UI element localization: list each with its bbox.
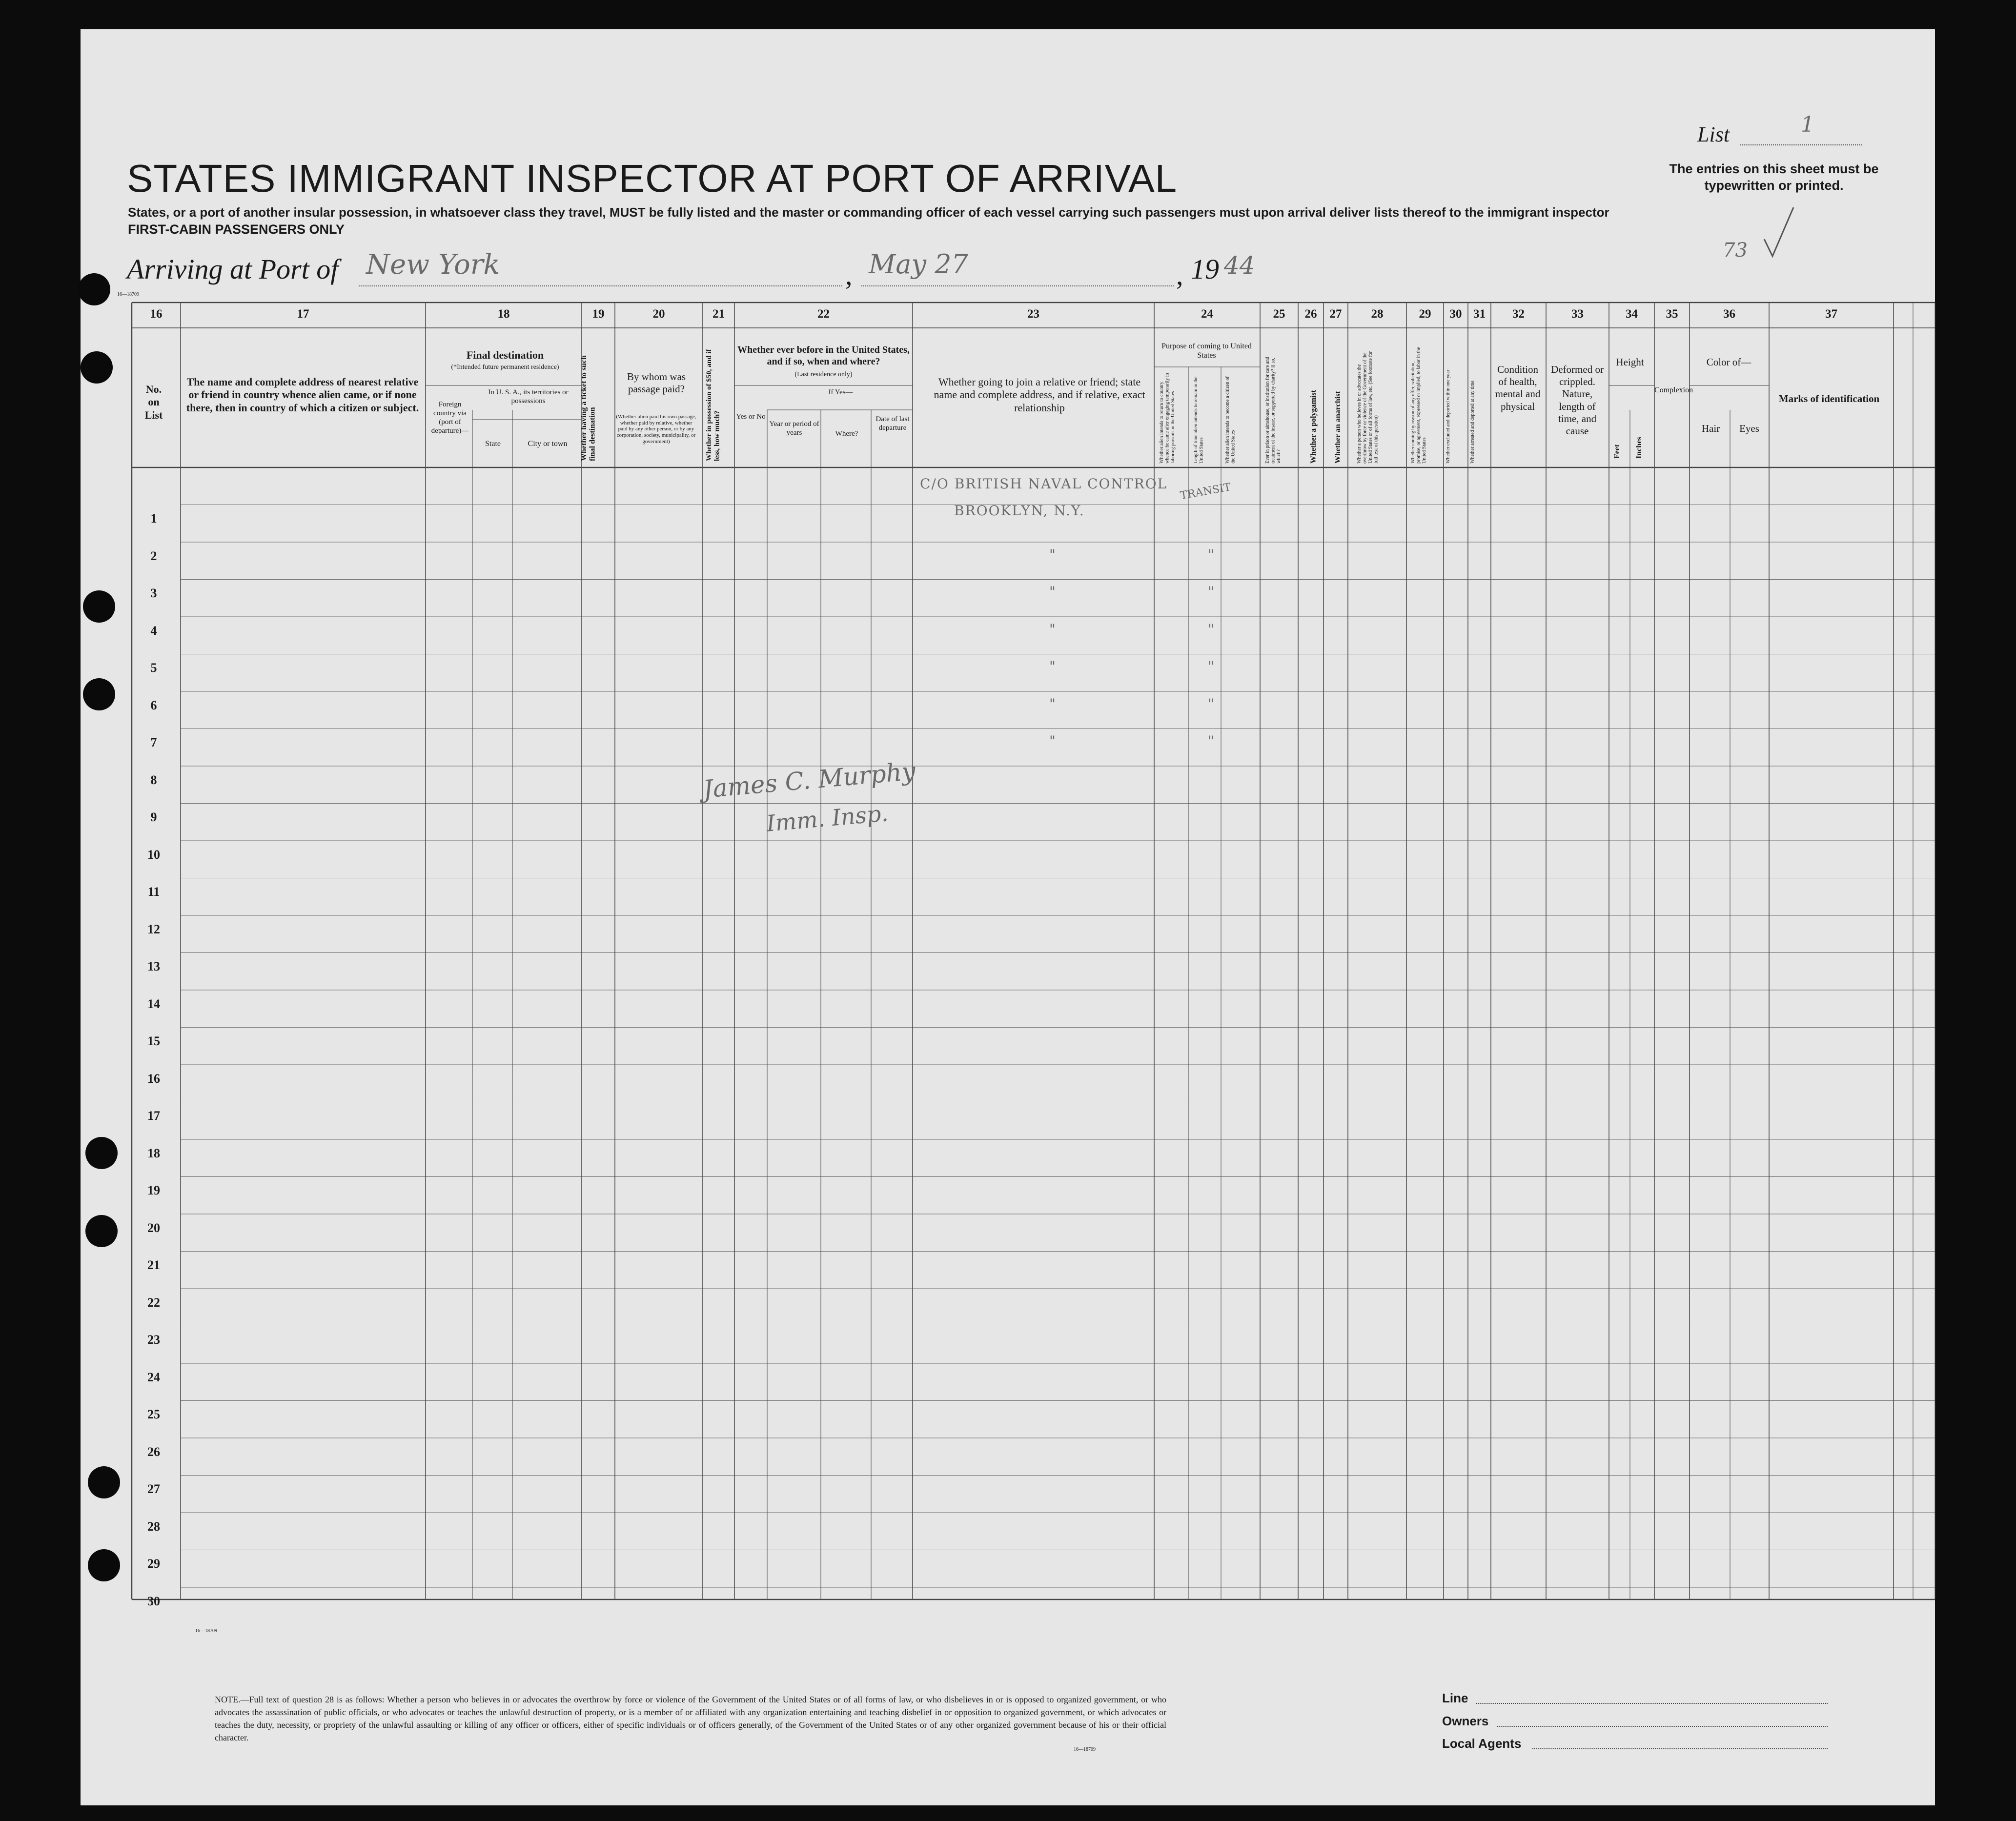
row-number-6: 6 (150, 698, 157, 712)
list-label: List (1697, 122, 1730, 146)
column-number-35: 35 (1666, 307, 1678, 321)
header-final-destination: Final destination (466, 349, 544, 361)
comma-1: , (845, 259, 853, 291)
column-number-30: 30 (1449, 307, 1462, 321)
row-number-2: 2 (150, 548, 157, 563)
column-number-20: 20 (652, 307, 665, 321)
header-health: Condition of health, mental and physical (1495, 364, 1541, 412)
column-number-31: 31 (1473, 307, 1486, 321)
row-number-10: 10 (147, 847, 160, 862)
header-complexion: Complexion (1654, 386, 1693, 394)
header-fifty-dollars: Whether in possession of $50, and if less, how much? (705, 349, 721, 461)
entry-ditto-purpose-row5: " (1208, 658, 1214, 674)
entry-ditto-purpose-row2: " (1208, 546, 1214, 563)
row-number-15: 15 (147, 1034, 160, 1048)
entry-ditto-join-row5: " (1049, 658, 1056, 674)
row-number-3: 3 (150, 586, 157, 600)
form-title: STATES IMMIGRANT INSPECTOR AT PORT OF ARRIVAL (127, 157, 1178, 200)
row-number-28: 28 (147, 1519, 160, 1534)
row-number-8: 8 (150, 772, 157, 787)
header-state: State (485, 440, 501, 448)
entry-row1-address-line1: C/O BRITISH NAVAL CONTROL (920, 476, 1168, 492)
line-underline (1476, 1703, 1828, 1704)
header-foreign-country: Foreign country via (port of departure)— (431, 401, 469, 435)
header-yes-no: Yes or No (736, 413, 766, 421)
header-if-yes: If Yes— (828, 388, 853, 396)
header-deformed: Deformed or crippled. Nature, length of time, and cause (1551, 364, 1604, 437)
column-number-23: 23 (1027, 307, 1039, 321)
header-color: Color of— (1706, 356, 1751, 368)
header-city: City or town (528, 440, 568, 448)
passenger-class: FIRST-CABIN PASSENGERS ONLY (128, 222, 345, 237)
entry-ditto-join-row7: " (1049, 733, 1056, 749)
row-number-21: 21 (147, 1258, 160, 1272)
column-number-32: 32 (1512, 307, 1525, 321)
inspector-signature-line2: Imm. Insp. (765, 800, 890, 837)
agents-label: Local Agents (1442, 1736, 1522, 1751)
column-number-34: 34 (1626, 307, 1638, 321)
header-ticket: Whether having a ticket to such final destination (580, 355, 597, 461)
header-feet: Feet (1613, 444, 1621, 459)
owners-label: Owners (1442, 1714, 1489, 1728)
header-eyes: Eyes (1739, 423, 1759, 434)
row-number-24: 24 (147, 1370, 160, 1384)
column-number-36: 36 (1723, 307, 1735, 321)
header-hair: Hair (1701, 423, 1720, 434)
entry-ditto-purpose-row7: " (1208, 733, 1214, 749)
header-no-on-list: No. on List (144, 383, 163, 421)
form-code-top: 16—18709 (117, 292, 139, 297)
row-number-17: 17 (147, 1109, 160, 1123)
column-number-21: 21 (713, 307, 725, 321)
agents-underline (1532, 1748, 1828, 1749)
column-number-26: 26 (1304, 307, 1317, 321)
row-number-30: 30 (147, 1594, 160, 1608)
column-number-18: 18 (497, 307, 510, 321)
row-number-23: 23 (147, 1333, 160, 1347)
row-number-9: 9 (150, 810, 157, 824)
header-where: Where? (835, 430, 858, 438)
entry-ditto-purpose-row6: " (1208, 695, 1214, 712)
column-number-33: 33 (1571, 307, 1584, 321)
port-value: New York (366, 249, 500, 281)
row-number-29: 29 (147, 1557, 160, 1571)
comma-2: , (1176, 259, 1183, 291)
column-number-29: 29 (1419, 307, 1431, 321)
footnote-question-28: NOTE.—Full text of question 28 is as follows: Whether a person who believes in or advocates the overthrow by force or violence of the Government of the United States or of all forms of law, or who disbelieves in or is opposed to organized government, or who advocates the assassination of public officials, or who advocates or teaches the unlawful destruction of property, or is a member of or affiliated with any organization entertaining and teaching disbelief in or opposition to organized government, or which advocates or teaches the duty, necessity, or propriety of the unlawful assaulting or killing of any officer or officers, either of specific individuals or of officers generally, of the Government of the United States or of any other organized government because of his or their official character. (215, 1695, 1166, 1743)
header-arrested: Whether arrested and deported at any time (1470, 381, 1475, 464)
header-purpose-citizen: Whether alien intends to become a citizen of the United States (1225, 376, 1236, 464)
row-number-13: 13 (147, 959, 160, 973)
header-join-relative: Whether going to join a relative or friend; state name and complete address, and if relative, exact relationship (934, 376, 1145, 414)
header-in-usa: In U. S. A., its territories or possessions (488, 388, 569, 405)
line-label: Line (1442, 1691, 1468, 1705)
corner-mark: 73 (1723, 239, 1748, 262)
year-value: 44 (1224, 251, 1255, 280)
header-polygamist: Whether a polygamist (1309, 390, 1318, 464)
header-coming-offer: Whether coming by reason of any offer, solicitation, promise, or agreement, expressed or implied, to labor in the United States (1410, 347, 1427, 464)
entry-ditto-purpose-row3: " (1208, 584, 1214, 600)
column-number-28: 28 (1371, 307, 1384, 321)
row-number-27: 27 (147, 1482, 160, 1496)
form-code-footer: 16—18709 (1074, 1747, 1096, 1752)
header-purpose-return: Whether alien intends to return to country whence he came after engaging temporarily in laboring pursuits in the United States (1159, 373, 1176, 464)
entry-row1-purpose: TRANSIT (1179, 481, 1232, 502)
header-height: Height (1616, 356, 1644, 368)
header-marks: Marks of identification (1778, 393, 1880, 405)
row-number-16: 16 (147, 1071, 160, 1086)
header-question-28: Whether a person who believes in or advocates the overthrow by force or violence of the Government of the United States or of all forms of law, etc. (See footnote for full text of this question) (1357, 351, 1379, 464)
row-number-1: 1 (150, 511, 157, 526)
header-passage-paid-note: (Whether alien paid his own passage, whether paid by relative, whether paid by any other person, or by any corporation, society, municipality, or government) (616, 414, 696, 445)
row-number-19: 19 (147, 1183, 160, 1197)
row-number-20: 20 (147, 1220, 160, 1235)
entry-row1-address-line2: BROOKLYN, N.Y. (954, 503, 1085, 519)
entries-note: The entries on this sheet must be typewritten or printed. (1669, 162, 1879, 193)
entry-ditto-join-row6: " (1049, 695, 1056, 712)
header-final-destination-sub: (*Intended future permanent residence) (451, 364, 559, 371)
column-number-27: 27 (1329, 307, 1342, 321)
entry-ditto-join-row2: " (1049, 546, 1056, 563)
entry-ditto-purpose-row4: " (1208, 621, 1214, 637)
header-year-period: Year or period of years (769, 420, 819, 437)
header-excluded: Whether excluded and deported within one year (1446, 369, 1451, 464)
header-ever-before-sub: (Last residence only) (794, 371, 853, 378)
row-number-4: 4 (150, 623, 157, 638)
row-number-7: 7 (150, 735, 157, 749)
header-passage-paid: By whom was passage paid? (627, 371, 686, 395)
row-number-22: 22 (147, 1295, 160, 1310)
column-number-22: 22 (817, 307, 830, 321)
header-inches: Inches (1635, 437, 1643, 459)
row-number-11: 11 (147, 885, 160, 899)
column-number-37: 37 (1825, 307, 1837, 321)
header-last-departure: Date of last departure (876, 415, 910, 432)
header-purpose: Purpose of coming to United States (1161, 342, 1252, 360)
owners-underline (1497, 1726, 1828, 1727)
header-ever-before: Whether ever before in the United States, and if so, when and where? (737, 344, 910, 367)
header-purpose-length: Length of time alien intends to remain in the United States (1193, 376, 1204, 464)
arriving-label: Arriving at Port of (127, 253, 339, 285)
list-number: 1 (1801, 112, 1814, 137)
year-prefix: 19 (1191, 253, 1219, 285)
inspector-signature-line1: James C. Murphy (702, 757, 917, 804)
row-number-26: 26 (147, 1444, 160, 1459)
row-number-14: 14 (147, 996, 160, 1011)
row-number-5: 5 (150, 661, 157, 675)
header-prison: Ever in prison or almshouse, or institution for care and treatment of the insane, or supported by charity? If so, which? (1265, 357, 1282, 464)
header-anarchist: Whether an anarchist (1334, 391, 1342, 464)
form-code-bottom: 16—18709 (195, 1628, 217, 1634)
column-number-24: 24 (1201, 307, 1213, 321)
row-number-25: 25 (147, 1407, 160, 1421)
column-number-17: 17 (297, 307, 309, 321)
column-number-25: 25 (1273, 307, 1285, 321)
entry-ditto-join-row3: " (1049, 584, 1056, 600)
arrival-date: May 27 (869, 249, 968, 280)
column-number-19: 19 (592, 307, 605, 321)
row-number-18: 18 (147, 1146, 160, 1160)
column-number-16: 16 (150, 307, 163, 321)
row-number-12: 12 (147, 922, 160, 936)
form-subtitle: States, or a port of another insular possession, in whatsoever class they travel, MUST be fully listed and the master or commanding officer of each vessel carrying such passengers must upon arrival deliver lists thereof to the immigrant inspector (128, 205, 1609, 220)
entry-ditto-join-row4: " (1049, 621, 1056, 637)
header-nearest-relative: The name and complete address of nearest relative or friend in country whence alien came, or if none there, then in country of which a citizen or subject. (186, 376, 419, 414)
